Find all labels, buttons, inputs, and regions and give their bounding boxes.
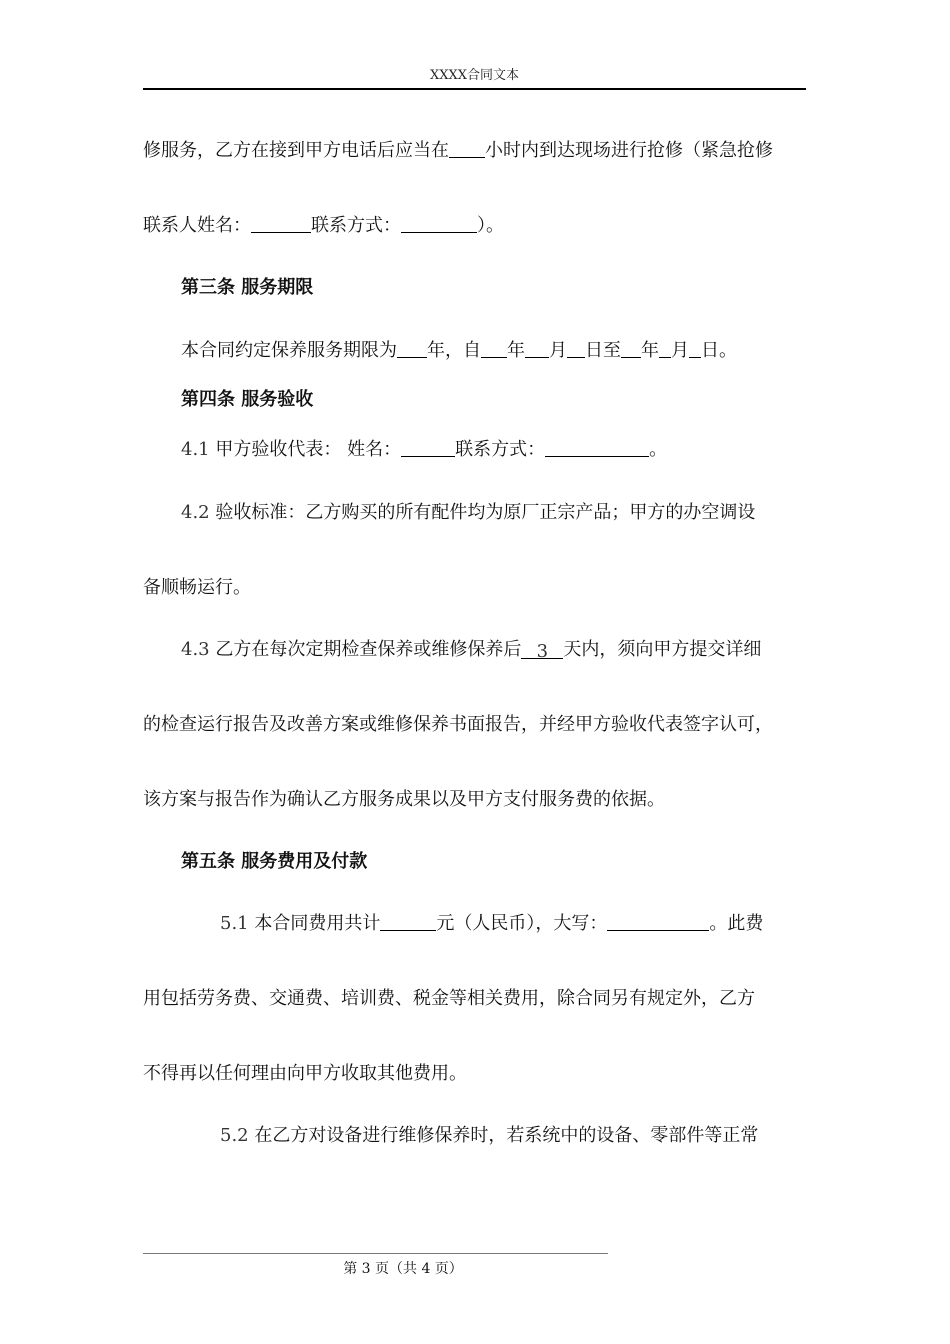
text-segment: 年，自 xyxy=(427,340,481,361)
text-segment: 天内，须向甲方提交详细 xyxy=(563,639,762,660)
blank-hours xyxy=(449,139,485,158)
text-segment: 乙方在每次定期检查保养或维修保养后 xyxy=(215,639,522,660)
paragraph-line: 备顺畅运行。 xyxy=(143,577,251,598)
text-segment: ）。 xyxy=(477,215,504,236)
clause-number: 4.3 xyxy=(181,639,210,660)
paragraph-line: 该方案与报告作为确认乙方服务成果以及甲方支付服务费的依据。 xyxy=(143,789,665,810)
text-segment: 日。 xyxy=(701,340,737,361)
clause-number: 5.2 xyxy=(220,1125,249,1146)
paragraph-line xyxy=(143,139,823,163)
text-segment: 联系方式： xyxy=(455,439,546,460)
footer-divider xyxy=(143,1253,608,1254)
text-segment: 日至 xyxy=(585,340,621,361)
text-segment: 小时内到达现场进行抢修（紧急抢修 xyxy=(485,140,773,161)
article-3-text xyxy=(181,339,861,363)
article-5-heading: 第五条 服务费用及付款 xyxy=(181,851,368,872)
blank-start-month xyxy=(525,339,549,358)
text-segment: 。此费 xyxy=(709,913,764,934)
paragraph-line xyxy=(143,214,823,238)
blank-contact-name xyxy=(251,214,311,233)
clause-5-1 xyxy=(220,912,900,936)
blank-contact-method xyxy=(401,214,477,233)
page-number: 第 3 页（共 4 页） xyxy=(343,1261,463,1277)
clause-4-1 xyxy=(181,438,861,462)
blank-years xyxy=(397,339,427,358)
blank-start-year xyxy=(481,339,507,358)
blank-start-day xyxy=(567,339,585,358)
clause-4-3 xyxy=(181,638,861,662)
page-header: XXXX合同文本 xyxy=(143,66,806,90)
paragraph-line: 用包括劳务费、交通费、培训费、税金等相关费用，除合同另有规定外，乙方 xyxy=(143,988,755,1009)
text-segment: 年 xyxy=(507,340,525,361)
text-segment: 验收标准：乙方购买的所有配件均为原厂正宗产品；甲方的办空调设 xyxy=(215,502,756,523)
blank-end-month xyxy=(659,339,671,358)
blank-inspector-name xyxy=(401,438,455,457)
text-segment: 。 xyxy=(649,439,668,460)
blank-end-year xyxy=(621,339,641,358)
article-3-heading: 第三条 服务期限 xyxy=(181,277,314,298)
clause-5-2 xyxy=(220,1124,900,1148)
text-segment: 月 xyxy=(671,340,689,361)
article-4-heading: 第四条 服务验收 xyxy=(181,389,314,410)
clause-4-2 xyxy=(181,501,861,525)
text-segment: 修服务，乙方在接到甲方电话后应当在 xyxy=(143,140,449,161)
text-segment: 联系方式： xyxy=(311,215,401,236)
paragraph-line: 不得再以任何理由向甲方收取其他费用。 xyxy=(143,1063,467,1084)
paragraph-line: 的检查运行报告及改善方案或维修保养书面报告，并经甲方验收代表签字认可， xyxy=(143,714,773,735)
blank-amount xyxy=(380,912,436,931)
clause-number: 4.1 xyxy=(181,439,210,460)
text-segment: 月 xyxy=(549,340,567,361)
text-segment: 甲方验收代表： 姓名： xyxy=(215,439,402,460)
filled-blank-days: 3 xyxy=(521,640,563,659)
clause-number: 5.1 xyxy=(220,913,249,934)
blank-inspector-contact xyxy=(545,438,649,457)
text-segment: 本合同费用共计 xyxy=(254,913,381,934)
clause-number: 4.2 xyxy=(181,502,210,523)
text-segment: 元（人民币），大写： xyxy=(436,913,608,934)
text-segment: 本合同约定保养服务期限为 xyxy=(181,340,397,361)
blank-end-day xyxy=(689,339,701,358)
text-segment: 在乙方对设备进行维修保养时，若系统中的设备、零部件等正常 xyxy=(254,1125,759,1146)
blank-amount-words xyxy=(607,912,709,931)
text-segment: 联系人姓名： xyxy=(143,215,251,236)
text-segment: 年 xyxy=(641,340,659,361)
